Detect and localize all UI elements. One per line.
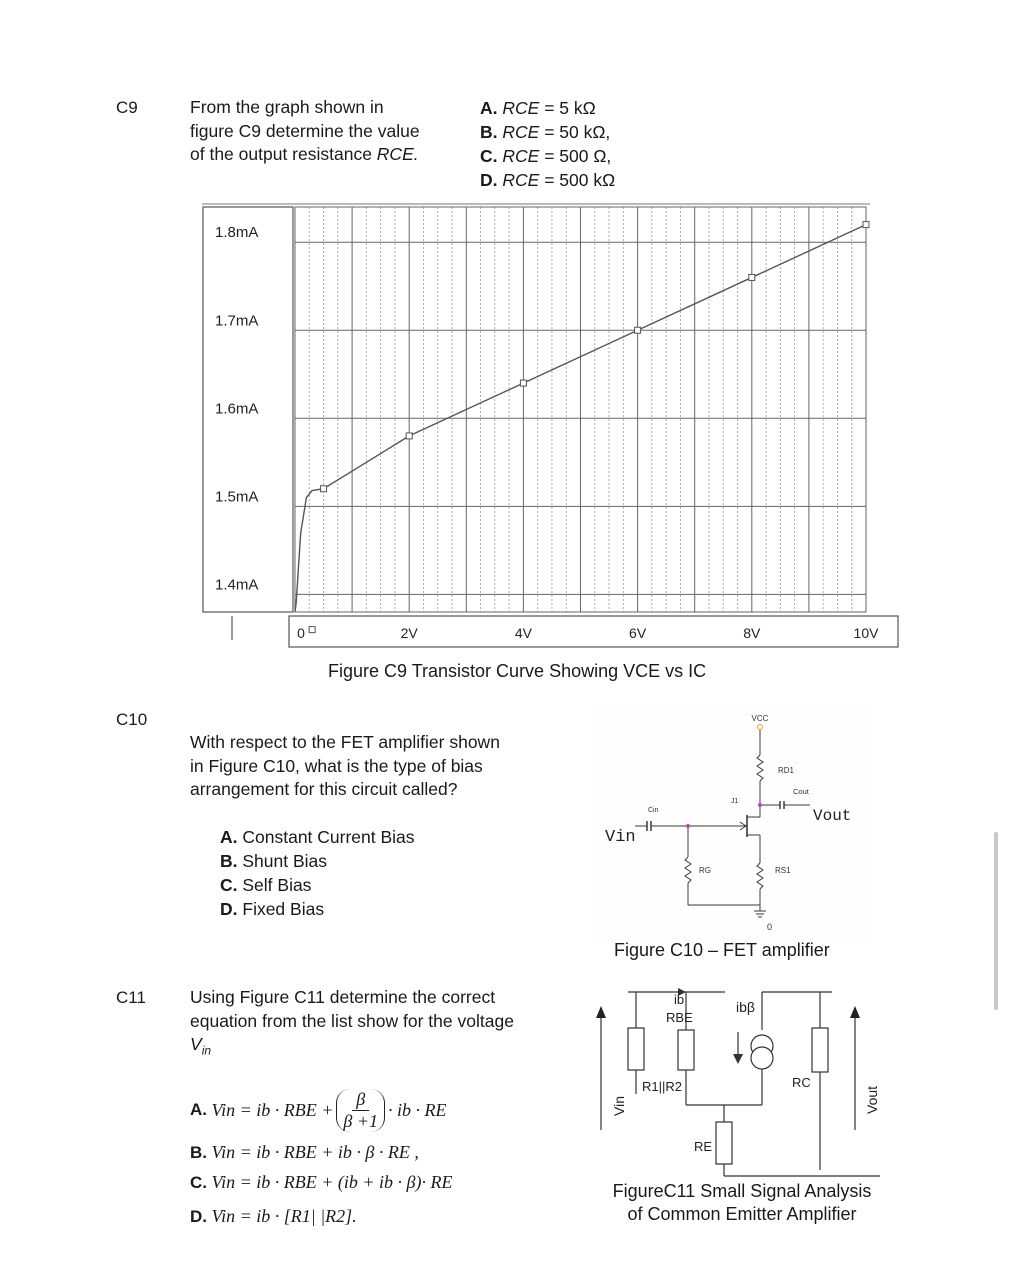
x-tick-label: 10V (853, 625, 879, 641)
label-re: RE (694, 1139, 713, 1154)
question-line: From the graph shown in (190, 97, 384, 117)
resistor-r1r2 (628, 1028, 644, 1070)
question-line: With respect to the FET amplifier shown (190, 732, 500, 752)
x-tick-label: 4V (514, 625, 532, 641)
question-line: figure C9 determine the value (190, 120, 420, 141)
label-rbe: RBE (666, 1010, 693, 1025)
fet-amplifier-circuit (595, 705, 875, 940)
label-ground: 0 (767, 922, 773, 932)
label-rc: RC (792, 1075, 811, 1090)
question-text-c11 (190, 986, 590, 1063)
label-cin: Cin (648, 807, 659, 814)
data-point-marker (321, 486, 327, 492)
label-j1: J1 (731, 798, 739, 805)
caption-line: FigureC11 Small Signal Analysis (612, 1181, 872, 1201)
question-line: of the output resistance RCE. (190, 144, 419, 164)
label-ib: ib (674, 992, 685, 1007)
resistor-re (716, 1122, 732, 1164)
data-point-marker (749, 274, 755, 280)
label-ibb: ibβ (736, 999, 755, 1015)
question-number-c10: C10 (116, 710, 148, 729)
x-tick-label: 8V (743, 625, 761, 641)
question-line: $V_{in}$ (190, 1034, 212, 1058)
figure-c10-caption: Figure C10 – FET amplifier (614, 940, 830, 960)
label-r1r2: R1||R2 (642, 1079, 682, 1094)
label-cout: Cout (793, 787, 809, 796)
question-line: in Figure C10, what is the type of bias (190, 755, 483, 776)
caption-line: of Common Emitter Amplifier (627, 1204, 857, 1224)
figure-c9-caption: Figure C9 Transistor Curve Showing VCE vs IC (328, 661, 707, 681)
label-vin: Vin (611, 1096, 627, 1116)
x-axis-label-box (289, 616, 898, 647)
option-d[interactable]: D. Fixed Bias (220, 899, 325, 919)
options-c10 (220, 825, 540, 921)
label-rg: RG (699, 866, 711, 875)
question-line: arrangement for this circuit called? (190, 779, 458, 799)
option-d[interactable]: D. RCE = 500 kΩ (480, 170, 616, 190)
data-point-marker (635, 327, 641, 333)
series-ic (295, 222, 869, 633)
question-text-c10 (190, 731, 590, 802)
option-b[interactable]: B. Shunt Bias (220, 851, 328, 871)
option-a[interactable]: A. Vin = ib · RBE + β β +1 · ib · RE (190, 1088, 447, 1131)
option-c[interactable]: C. Self Bias (220, 875, 312, 895)
y-tick-label: 1.7mA (215, 312, 259, 330)
data-point-marker (309, 627, 315, 633)
question-number-c9: C9 (116, 98, 138, 117)
label-vcc: VCC (751, 714, 769, 723)
figure-c11-caption (592, 1180, 892, 1226)
data-point-marker (863, 222, 869, 228)
question-number-c11: C11 (116, 988, 146, 1007)
y-tick-labels (215, 224, 258, 593)
y-tick-label: 1.4mA (215, 576, 259, 594)
y-tick-label: 1.8mA (215, 224, 259, 242)
option-b[interactable]: B. Vin = ib · RBE + ib · β · RE , (190, 1142, 419, 1162)
label-rd1: RD1 (778, 766, 795, 775)
y-tick-label: 1.5mA (215, 488, 259, 506)
question-line: Using Figure C11 determine the correct (190, 987, 496, 1007)
option-c[interactable]: C. RCE = 500 Ω, (480, 146, 612, 166)
resistor-rc (812, 1028, 828, 1072)
label-vout: Vout (813, 807, 852, 825)
x-tick-label: 0 (297, 625, 305, 641)
y-tick-label: 1.6mA (215, 400, 259, 418)
scrollbar[interactable] (994, 832, 998, 1010)
x-tick-label: 6V (629, 625, 647, 641)
data-point-marker (406, 433, 412, 439)
option-a[interactable]: A. Constant Current Bias (220, 827, 415, 847)
small-signal-circuit (590, 980, 890, 1180)
resistor-rbe (678, 1030, 694, 1070)
label-rs1: RS1 (775, 866, 791, 875)
option-d[interactable]: D. Vin = ib · [R1| |R2]. (190, 1206, 357, 1226)
chart-grid (295, 207, 866, 612)
chart-frame (202, 204, 898, 647)
x-tick-label: 2V (400, 625, 418, 641)
label-vin: Vin (605, 828, 636, 847)
x-tick-labels (297, 625, 879, 641)
option-c[interactable]: C. Vin = ib · RBE + (ib + ib · β)· RE (190, 1172, 453, 1192)
option-b[interactable]: B. RCE = 50 kΩ, (480, 122, 611, 142)
label-vout: Vout (864, 1085, 880, 1114)
question-line: equation from the list show for the voltage (190, 1010, 514, 1031)
data-point-marker (520, 380, 526, 386)
option-a[interactable]: A. RCE = 5 kΩ (480, 98, 596, 118)
